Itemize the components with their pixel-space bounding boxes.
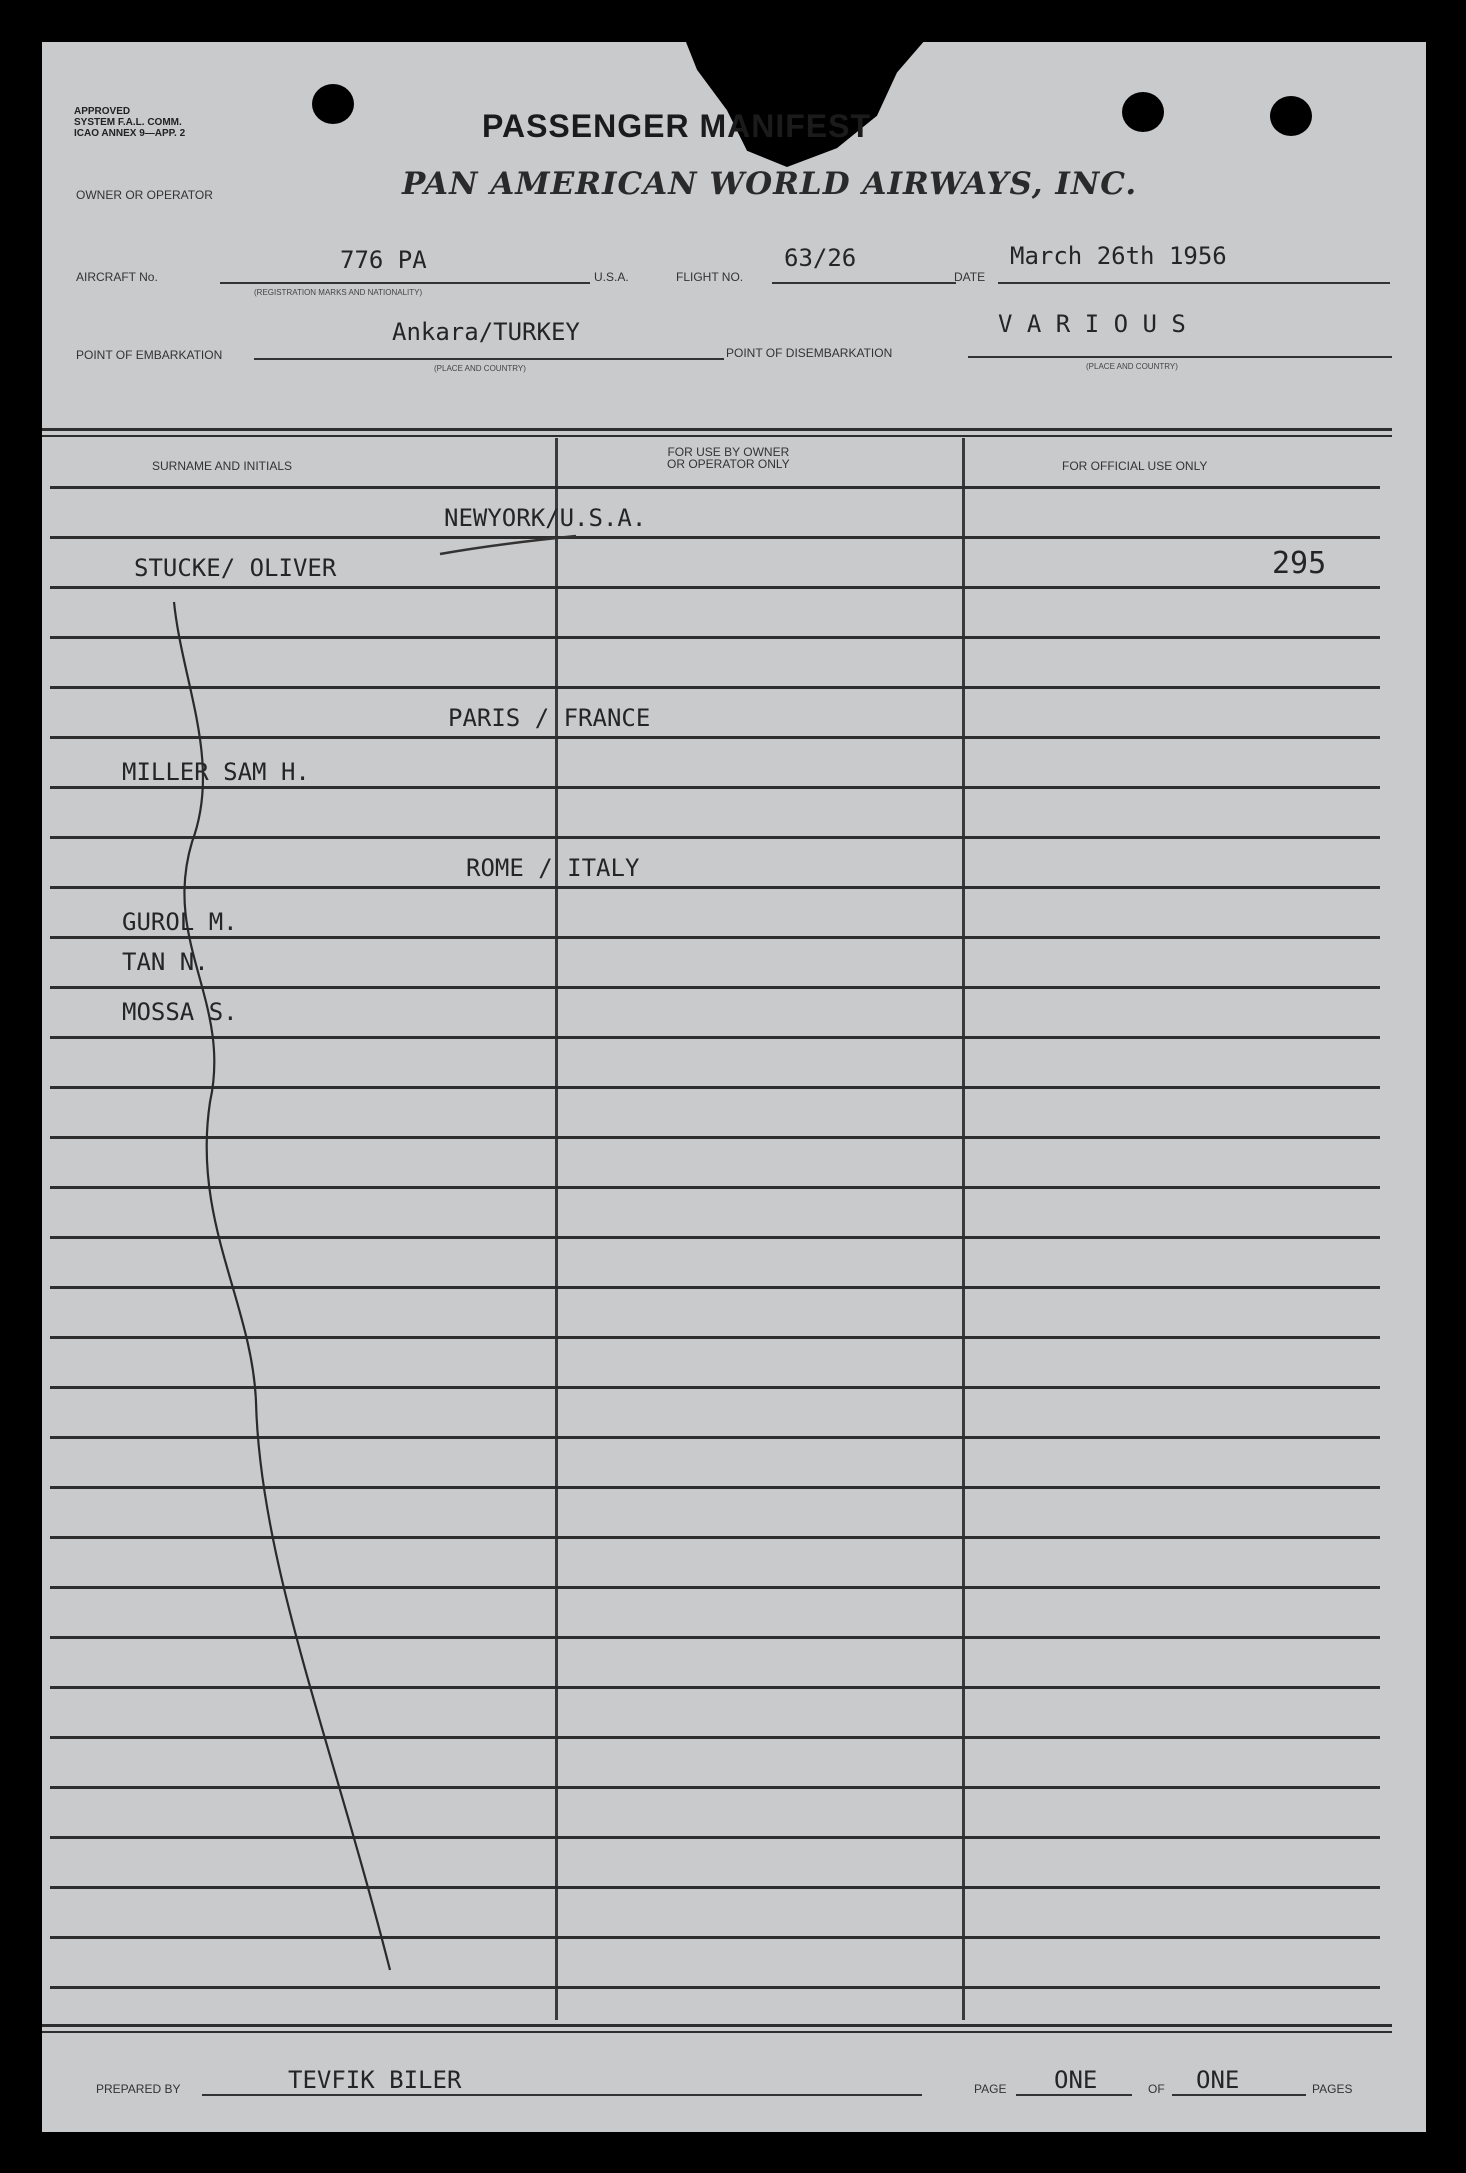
total-pages-value: ONE xyxy=(1196,2066,1240,2094)
footer-rule-bottom xyxy=(42,2031,1392,2033)
owner-label: OWNER OR OPERATOR xyxy=(76,188,213,202)
official-entry-number: 295 xyxy=(1272,546,1327,581)
destination-rome: ROME / ITALY xyxy=(466,854,640,882)
country-label: U.S.A. xyxy=(594,270,629,284)
operator-heading-line-2: OR OPERATOR ONLY xyxy=(667,457,790,471)
page-value: ONE xyxy=(1054,2066,1098,2094)
flight-value: 63/26 xyxy=(784,244,857,272)
disembarkation-sublabel: (PLACE AND COUNTRY) xyxy=(1086,362,1178,371)
destination-newyork: NEWYORK/U.S.A. xyxy=(444,504,647,532)
passenger-name: MOSSA S. xyxy=(122,998,238,1026)
disembarkation-label: POINT OF DISEMBARKATION xyxy=(726,346,893,360)
names-column-heading: SURNAME AND INITIALS xyxy=(152,459,293,473)
operator-heading-line-1: FOR USE BY OWNER xyxy=(667,445,790,459)
approval-line-3: ICAO ANNEX 9—APP. 2 xyxy=(74,128,186,139)
embarkation-value: Ankara/TURKEY xyxy=(392,318,580,346)
page-underline xyxy=(1016,2094,1132,2096)
date-label: DATE xyxy=(954,270,986,284)
approval-line-1: APPROVED xyxy=(74,106,131,117)
passenger-name: TAN N. xyxy=(122,948,209,976)
aircraft-sublabel: (REGISTRATION MARKS AND NATIONALITY) xyxy=(254,288,423,297)
manifest-sheet xyxy=(42,42,1426,2132)
destination-paris: PARIS / FRANCE xyxy=(448,704,651,732)
handwritten-strokes xyxy=(42,42,1426,2132)
prepared-by-value: TEVFIK BILER xyxy=(288,2066,462,2094)
prepared-by-underline xyxy=(202,2094,922,2096)
of-label: OF xyxy=(1148,2082,1165,2096)
passenger-name: STUCKE/ OLIVER xyxy=(134,554,337,582)
embarkation-sublabel: (PLACE AND COUNTRY) xyxy=(434,364,526,373)
prepared-by-label: PREPARED BY xyxy=(96,2082,181,2096)
footer-rule-top xyxy=(42,2024,1392,2027)
embarkation-label: POINT OF EMBARKATION xyxy=(76,348,223,362)
operator-name: PAN AMERICAN WORLD AIRWAYS, INC. xyxy=(402,166,1138,202)
form-title: PASSENGER MANIFEST xyxy=(482,108,871,144)
of-underline xyxy=(1172,2094,1306,2096)
page-label: PAGE xyxy=(974,2082,1007,2096)
disembarkation-value: V A R I O U S xyxy=(998,310,1186,338)
approval-line-2: SYSTEM F.A.L. COMM. xyxy=(74,117,182,128)
aircraft-label: AIRCRAFT No. xyxy=(76,270,158,284)
flight-label: FLIGHT NO. xyxy=(676,270,744,284)
date-value: March 26th 1956 xyxy=(1010,242,1227,270)
passenger-name: GUROL M. xyxy=(122,908,238,936)
aircraft-value: 776 PA xyxy=(340,246,427,274)
official-column-heading: FOR OFFICIAL USE ONLY xyxy=(1062,459,1208,473)
pages-label: PAGES xyxy=(1312,2082,1353,2096)
passenger-name: MILLER SAM H. xyxy=(122,758,310,786)
